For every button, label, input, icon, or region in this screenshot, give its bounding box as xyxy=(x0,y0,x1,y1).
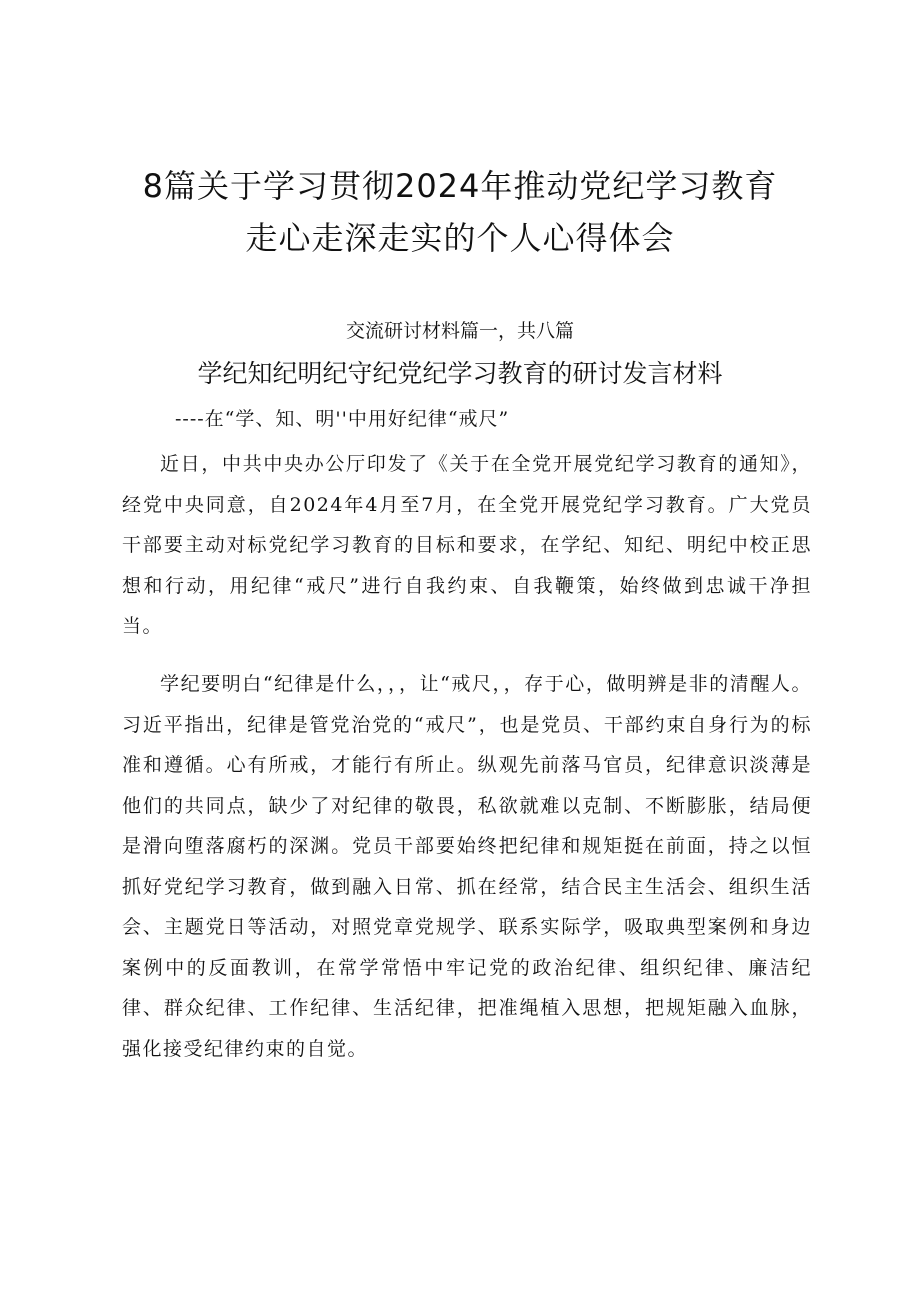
section-title: 学纪知纪明纪守纪党纪学习教育的研讨发言材料 xyxy=(197,359,723,388)
body-paragraph-1: 近日，中共中央办公厅印发了《关于在全党开展党纪学习教育的通知》，经党中央同意，自2024年4月至7月，在全党开展党纪学习教育。广大党员干部要主动对标党纪学习教育的目标和要求，在学纪、知纪、明纪中校正思想和行动，用纪律“戒尺”进行自我约束、自我鞭策，始终做到忠诚干净担当。 xyxy=(122,453,812,637)
series-label: 交流研讨材料篇一，共八篇 xyxy=(345,320,574,342)
body-paragraph-2: 学纪要明白“纪律是什么，，，让“戒尺，，存于心，做明辨是非的清醒人。习近平指出，纪律是管党治党的“戒尺”，也是党员、干部约束自身行为的标准和遵循。心有所戒，才能行有所止。纵观先前落马官员，纪律意识淡薄是他们的共同点，缺少了对纪律的敬畏，私欲就难以克制、不断膨胀，结局便是滑向堕落腐朽的深渊。党员干部要始终把纪律和规矩挺在前面，持之以恒抓好党纪学习教育，做到融入日常、抓在经常，结合民主生活会、组织生活会、主题党日等活动，对照党章党规学、联系实际学，吸取典型案例和身边案例中的反面教训，在常学常悟中牢记党的政治纪律、组织纪律、廉洁纪律、群众纪律、工作纪律、生活纪律，把准绳植入思想，把规矩融入血脉，强化接受纪律约束的自觉。 xyxy=(122,673,812,1060)
document-title-line-2: 走心走深走实的个人心得体会 xyxy=(245,219,675,257)
section-subtitle: ----在“学、知、明''中用好纪律“戒尺” xyxy=(175,408,510,430)
document-title-line-1: 8篇关于学习贯彻2024年推动党纪学习教育 xyxy=(142,167,778,205)
